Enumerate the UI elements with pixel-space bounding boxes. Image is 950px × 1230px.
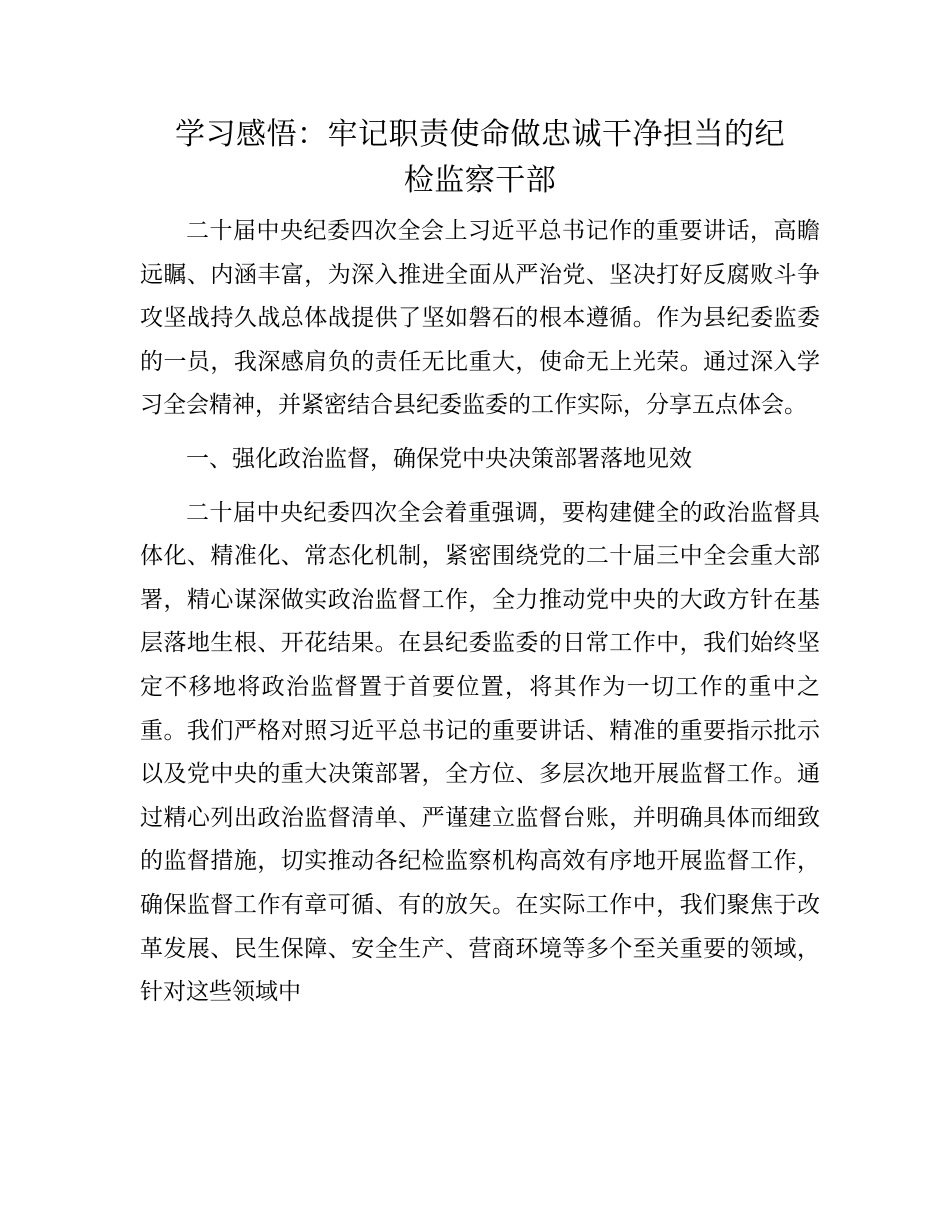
title-block bbox=[140, 112, 820, 204]
document-page bbox=[140, 112, 820, 1015]
document-title-line-2: 检监察干部 bbox=[403, 163, 557, 198]
section-1-paragraph: 二十届中央纪委四次全会着重强调，要构建健全的政治监督具体化、精准化、常态化机制，紧密围绕党的二十届三中全会重大部署，精心谋深做实政治监督工作，全力推动党中央的大政方针在基层落地生根、开花结果。在县纪委监委的日常工作中，我们始终坚定不移地将政治监督置于首要位置，将其作为一切工作的重中之重。我们严格对照习近平总书记的重要讲话、精准的重要指示批示以及党中央的重大决策部署，全方位、多层次地开展监督工作。通过精心列出政治监督清单、严谨建立监督台账，并明确具体而细致的监督措施，切实推动各纪检监察机构高效有序地开展监督工作，确保监督工作有章可循、有的放矢。在实际工作中，我们聚焦于改革发展、民生保障、安全生产、营商环境等多个至关重要的领域，针对这些领域中 bbox=[140, 499, 820, 1006]
section-1-heading: 一、强化政治监督，确保党中央决策部署落地见效 bbox=[186, 445, 692, 472]
document-title-line-1: 学习感悟：牢记职责使命做忠诚干净担当的纪 bbox=[175, 117, 785, 152]
intro-paragraph: 二十届中央纪委四次全会上习近平总书记作的重要讲话，高瞻远瞩、内涵丰富，为深入推进全面从严治党、坚决打好反腐败斗争攻坚战持久战总体战提供了坚如磐石的根本遵循。作为县纪委监委的一员，我深感肩负的责任无比重大，使命无上光荣。通过深入学习全会精神，并紧密结合县纪委监委的工作实际，分享五点体会。 bbox=[140, 218, 820, 419]
